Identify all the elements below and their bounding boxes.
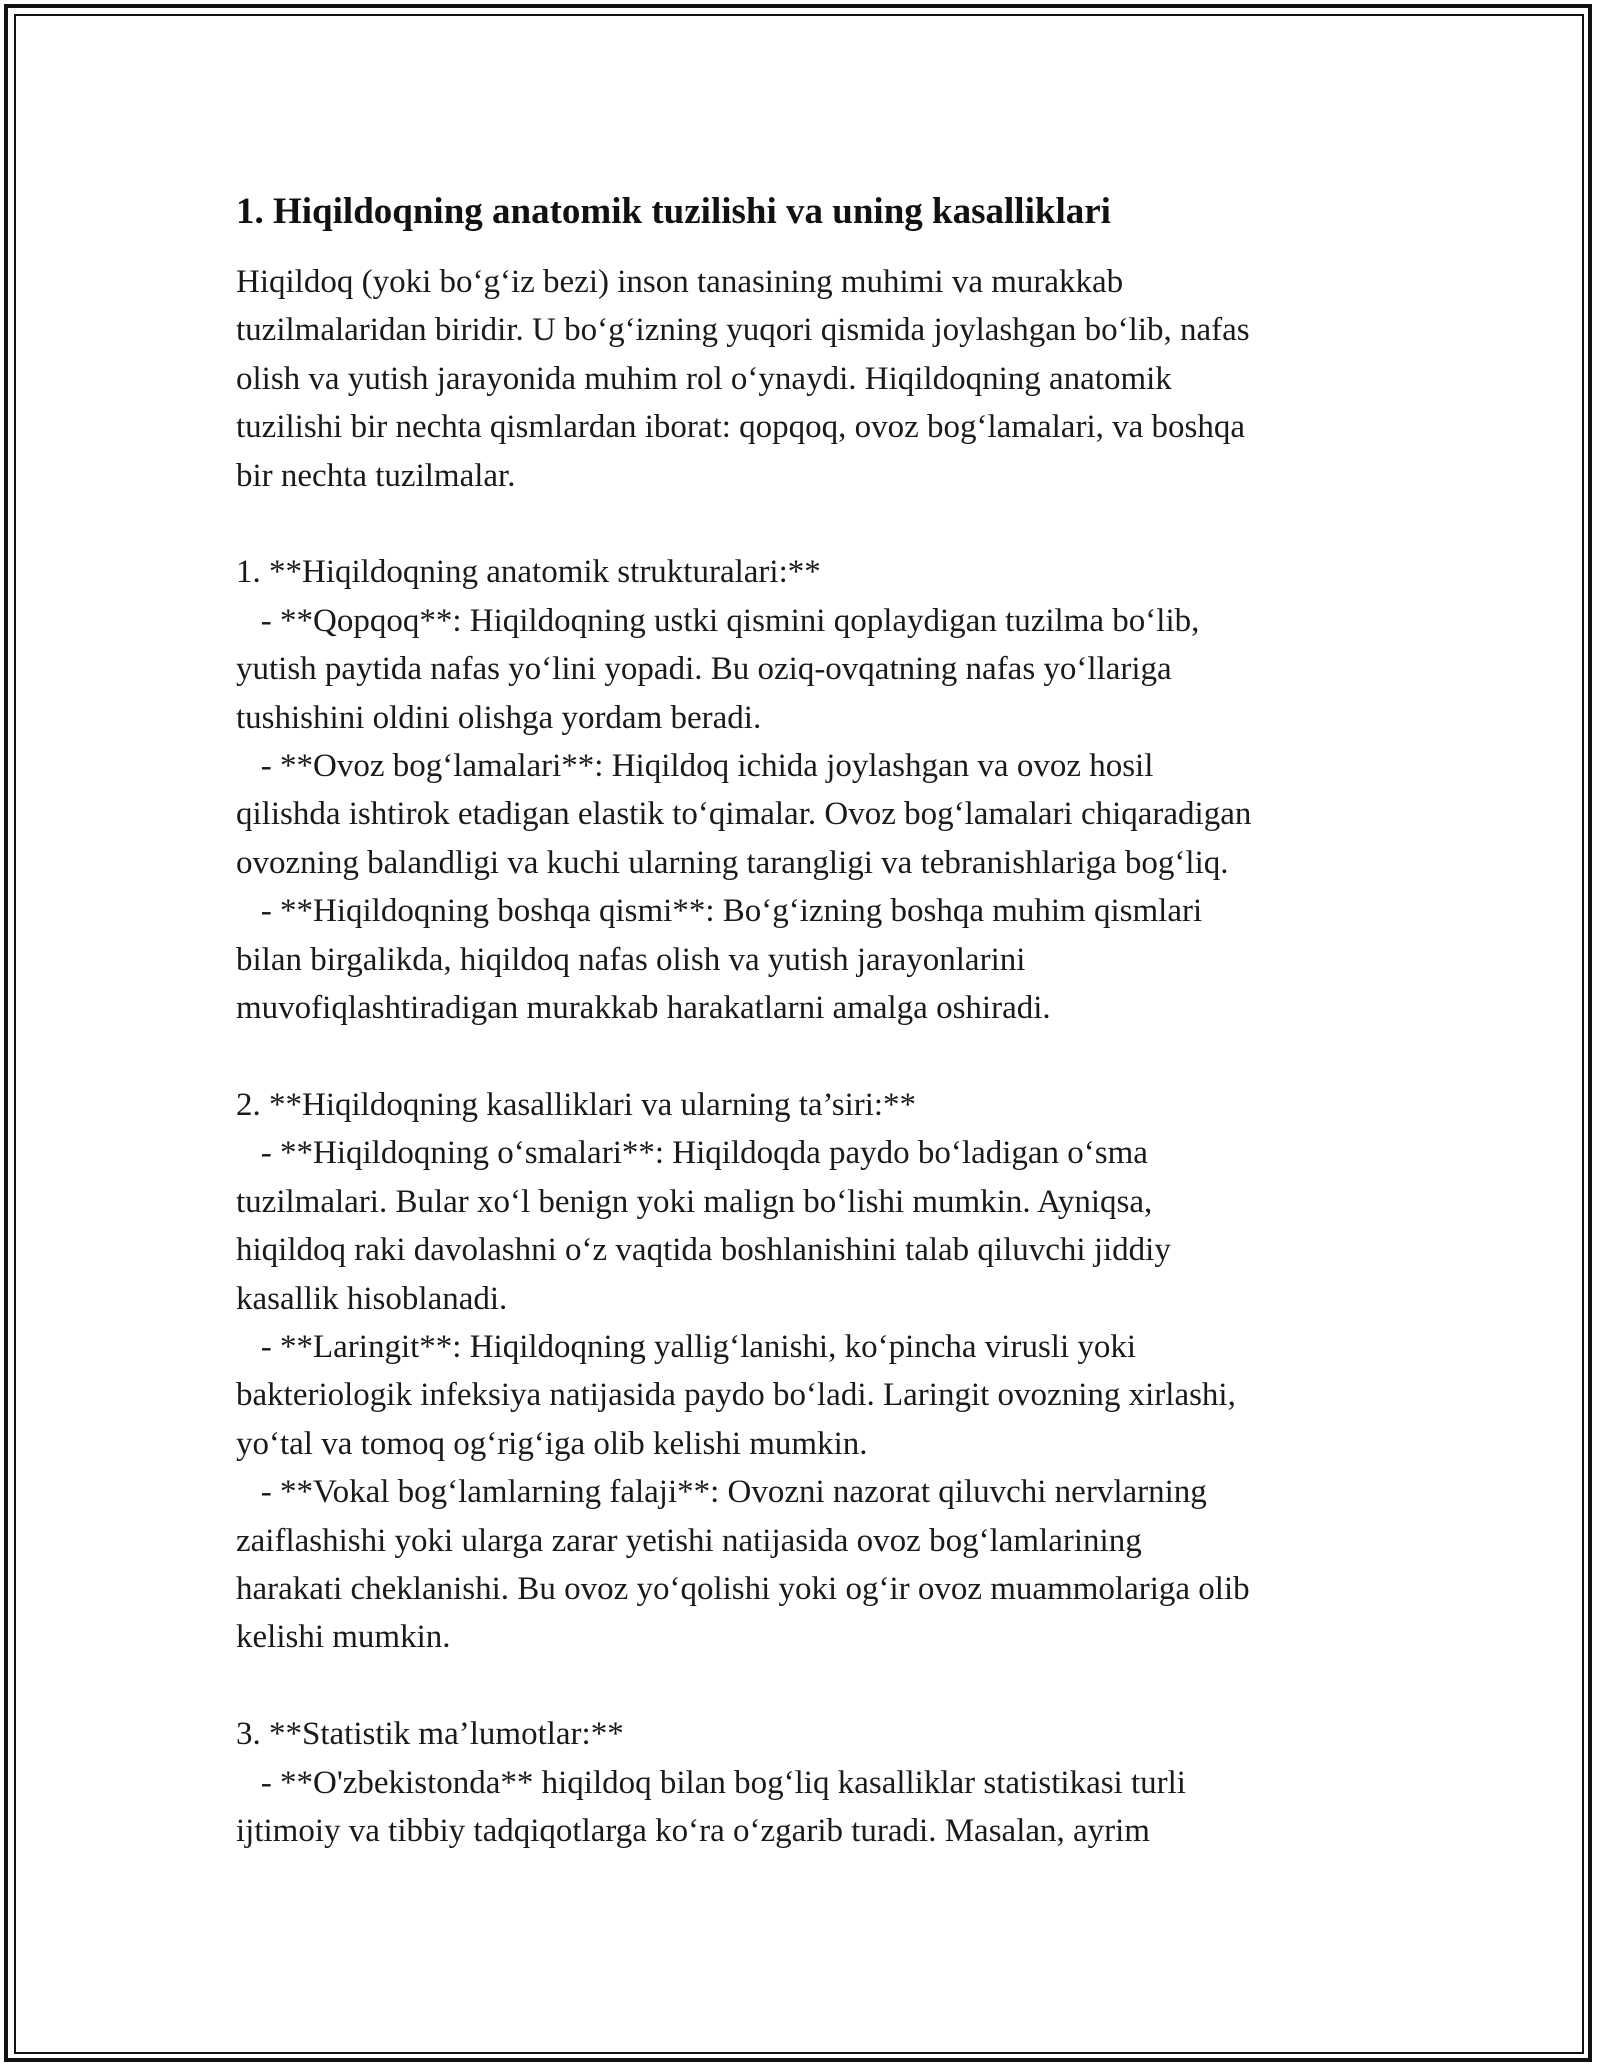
paragraph-gap (236, 1032, 1376, 1080)
intro-paragraph: Hiqildoq (yoki bo‘g‘iz bezi) inson tanasining muhimi va murakkab tuzilmalaridan biridir. U bo‘g‘izning yuqori qismida joylashgan bo‘lib, nafas olish va yutish jarayonida muhim rol o‘ynaydi. Hiqildoqning anatomik tuzilishi bir nechta qismlardan iborat: qopqoq, ovoz bog‘lamalari, va boshqa bir nechta tuzilmalar. (236, 264, 1250, 494)
section-diseases: 2. **Hiqildoqning kasalliklari va ularning ta’siri:** - **Hiqildoqning o‘smalari**: Hiqildoqda paydo bo‘ladigan o‘sma tuzilmalari. Bular xo‘l benign yoki malign bo‘lishi mumkin. Ayniqsa, hiqildoq raki davolashni o‘z vaqtida boshlanishini talab qiluvchi jiddiy kasallik hisoblanadi. - **Laringit**: Hiqildoqning yallig‘lanishi, ko‘pincha virusli yoki bakteriologik infeksiya natijasida paydo bo‘ladi. Laringit ovozning xirlashi, yo‘tal va tomoq og‘rig‘iga olib kelishi mumkin. - **Vokal bog‘lamlarning falaji**: Ovozni nazorat qiluvchi nervlarning zaiflashishi yoki ularga zarar yetishi natijasida ovoz bog‘lamlarining harakati cheklanishi. Bu ovoz yo‘qolishi yoki og‘ir ovoz muammolariga olib kelishi mumkin. (236, 1086, 1250, 1656)
document-heading: 1. Hiqildoqning anatomik tuzilishi va uning kasalliklari (236, 191, 1111, 232)
section-anatomy: 1. **Hiqildoqning anatomik strukturalari:** - **Qopqoq**: Hiqildoqning ustki qismini qoplaydigan tuzilma bo‘lib, yutish paytida nafas yo‘lini yopadi. Bu oziq-ovqatning nafas yo‘llariga tushishini oldini olishga yordam beradi. - **Ovoz bog‘lamalari**: Hiqildoq ichida joylashgan va ovoz hosil qilishda ishtirok etadigan elastik to‘qimalar. Ovoz bog‘lamalari chiqaradigan ovozning balandligi va kuchi ularning tarangligi va tebranishlariga bog‘liq. - **Hiqildoqning boshqa qismi**: Bo‘g‘izning boshqa muhim qismlari bilan birgalikda, hiqildoq nafas olish va yutish jarayonlarini muvofiqlashtiradigan murakkab harakatlarni amalga oshiradi. (236, 554, 1252, 1027)
paragraph-gap (236, 1662, 1376, 1710)
paragraph-gap (236, 500, 1376, 548)
section-statistics: 3. **Statistik ma’lumotlar:** - **O'zbekistonda** hiqildoq bilan bog‘liq kasalliklar statistikasi turli ijtimoiy va tibbiy tadqiqotlarga ko‘ra o‘zgarib turadi. Masalan, ayrim (236, 1716, 1186, 1849)
document-body (236, 188, 1376, 1855)
